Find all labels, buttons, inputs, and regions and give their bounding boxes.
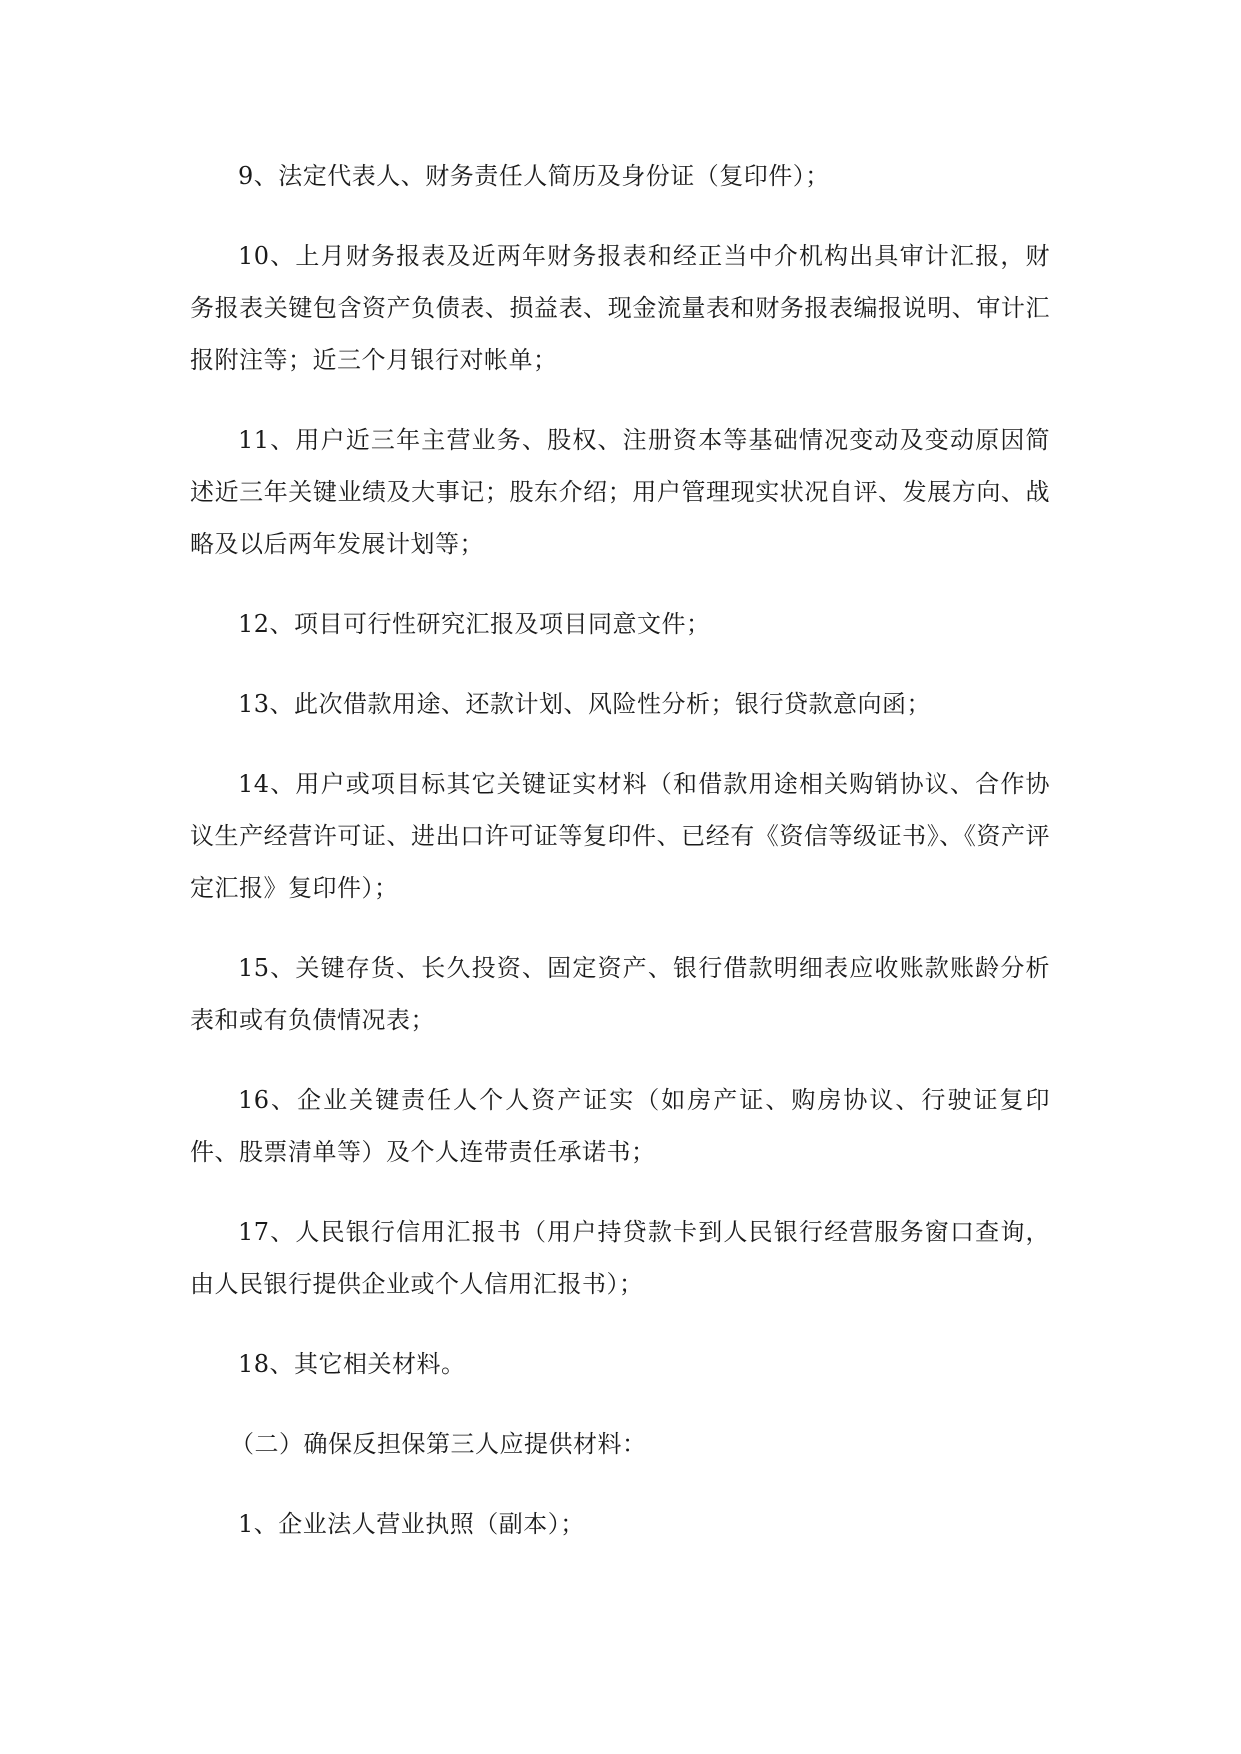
list-item-12: 12、项目可行性研究汇报及项目同意文件； bbox=[238, 610, 711, 638]
list-item-9: 9、法定代表人、财务责任人简历及身份证（复印件）； bbox=[238, 162, 830, 190]
list-item-18: 18、其它相关材料。 bbox=[238, 1350, 466, 1378]
list-item-11: 11、用户近三年主营业务、股权、注册资本等基础情况变动及变动原因简述近三年关键业绩及大事记；股东介绍；用户管理现实状况自评、发展方向、战略及以后两年发展计划等； bbox=[190, 426, 1050, 558]
list-item-13: 13、此次借款用途、还款计划、风险性分析；银行贷款意向函； bbox=[238, 690, 932, 718]
list-item-16: 16、企业关键责任人个人资产证实（如房产证、购房协议、行驶证复印件、股票清单等）及个人连带责任承诺书； bbox=[190, 1086, 1050, 1166]
list-item-10: 10、上月财务报表及近两年财务报表和经正当中介机构出具审计汇报，财务报表关键包含资产负债表、损益表、现金流量表和财务报表编报说明、审计汇报附注等；近三个月银行对帐单； bbox=[190, 242, 1050, 374]
section-heading: （二）确保反担保第三人应提供材料： bbox=[230, 1430, 647, 1458]
list-item-17: 17、人民银行信用汇报书（用户持贷款卡到人民银行经营服务窗口查询，由人民银行提供企业或个人信用汇报书）； bbox=[190, 1218, 1050, 1298]
document-body bbox=[190, 150, 1050, 1578]
list-item-14: 14、用户或项目标其它关键证实材料（和借款用途相关购销协议、合作协议生产经营许可证、进出口许可证等复印件、已经有《资信等级证书》、《资产评定汇报》复印件）； bbox=[190, 770, 1050, 902]
list-item-1: 1、企业法人营业执照（副本）； bbox=[238, 1510, 585, 1538]
list-item-15: 15、关键存货、长久投资、固定资产、银行借款明细表应收账款账龄分析表和或有负债情况表； bbox=[190, 954, 1050, 1034]
